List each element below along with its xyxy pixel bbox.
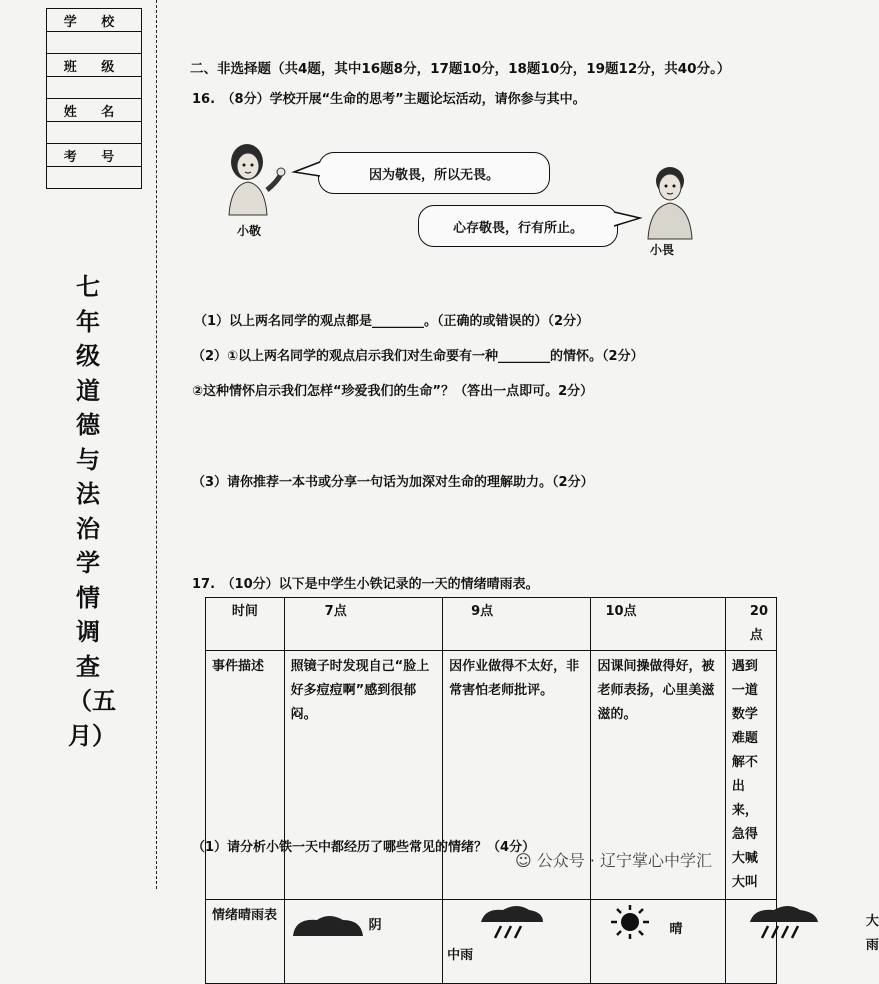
wechat-watermark (515, 848, 712, 871)
title-char: 与 (76, 445, 100, 474)
q16-sub1: （1）以上两名同学的观点都是________。（正确的或错误的）（2分） (194, 314, 590, 329)
weather-cell-10 (591, 900, 725, 984)
binding-dashed-line (156, 0, 157, 889)
section2-header: 二、非选择题（共4题，其中16题8分，17题10分，18题10分，19题12分，共40分。） (190, 61, 731, 77)
wechat-icon: ☺ (515, 851, 532, 870)
xiaowei-label: 小畏 (650, 243, 675, 257)
sun-icon (605, 904, 655, 944)
event-9: 因作业做得不太好，非常害怕老师批评。 (443, 651, 591, 900)
time-9: 9点 (443, 598, 591, 651)
time-7: 7点 (284, 598, 442, 651)
title-char: 学 (76, 549, 100, 577)
speech-text-1: 因为敬畏，所以无畏。 (368, 167, 499, 183)
bubble-tail-icon (292, 160, 322, 180)
q17-header: 17. （10分）以下是中学生小铁记录的一天的情绪晴雨表。 (192, 577, 539, 592)
title-char: 情 (76, 583, 100, 612)
exam-number-label: 考 号 (47, 144, 141, 167)
title-char: 年 (76, 307, 100, 336)
xiaojing-label: 小敬 (237, 224, 262, 238)
title-char: 道 (76, 376, 100, 405)
title-char: 月） (68, 721, 116, 750)
q16-sub3: （3）请你推荐一本书或分享一句话为加深对生命的理解助力。（2分） (192, 475, 594, 490)
girl-figure-icon (215, 140, 285, 220)
title-char: 查 (76, 652, 100, 681)
event-10: 因课间操做得好，被老师表扬，心里美滋滋的。 (591, 651, 725, 900)
exam-number-field[interactable] (47, 167, 141, 188)
time-row-label: 时间 (206, 598, 285, 651)
weather-cell-9 (443, 900, 591, 984)
title-char: 级 (76, 342, 100, 370)
event-row-label: 事件描述 (206, 651, 285, 900)
class-label: 班 级 (47, 54, 141, 77)
title-char: 治 (76, 514, 100, 543)
title-char: 七 (76, 273, 100, 301)
q17-sub1: （1）请分析小铁一天中都经历了哪些常见的情绪？（4分） (192, 840, 536, 855)
watermark-text: 公众号 · 辽宁掌心中学汇 (536, 851, 713, 870)
weather-cell-20 (725, 900, 879, 984)
event-20: 遇到一道数学难题解不出来，急得大喊大叫 (725, 651, 776, 900)
school-label: 学 校 (47, 9, 141, 32)
title-char: （五 (68, 687, 116, 715)
student-info-table (46, 8, 142, 189)
title-char: 调 (76, 618, 100, 646)
name-field[interactable] (47, 122, 141, 144)
weather-label-9: 中雨 (447, 948, 474, 963)
time-20: 20点 (725, 598, 776, 651)
title-char: 法 (76, 480, 100, 508)
name-label: 姓 名 (47, 99, 141, 122)
speech-text-2: 心存敬畏，行有所止。 (452, 220, 583, 236)
weather-label-20: 大雨 (865, 914, 879, 953)
school-field[interactable] (47, 32, 141, 54)
speech-bubble-2 (418, 205, 618, 247)
q16-sub2b: ②这种情怀启示我们怎样“珍爱我们的生命”？（答出一点即可。2分） (192, 384, 594, 399)
bubble-tail-icon (612, 210, 642, 230)
speech-bubble-1 (318, 152, 550, 194)
title-char: 德 (76, 411, 100, 439)
event-7: 照镜子时发现自己“脸上好多痘痘啊”感到很郁闷。 (284, 651, 442, 900)
weather-cell-7 (284, 900, 442, 984)
mood-barometer-table (205, 597, 879, 984)
weather-label-7: 阴 (368, 918, 382, 933)
overcast-cloud-icon (289, 912, 369, 942)
class-field[interactable] (47, 77, 141, 99)
weather-label-10: 晴 (669, 922, 683, 937)
exam-vertical-title (68, 270, 116, 753)
time-10: 10点 (591, 598, 725, 651)
boy-figure-icon (640, 163, 700, 241)
rain-cloud-icon (477, 904, 547, 944)
q16-header: 16. （8分）学校开展“生命的思考”主题论坛活动，请你参与其中。 (192, 92, 586, 107)
heavy-rain-cloud-icon (746, 904, 826, 944)
q16-sub2a: （2）①以上两名同学的观点启示我们对生命要有一种________的情怀。（2分） (192, 349, 644, 364)
weather-row-label: 情绪晴雨表 (206, 900, 285, 984)
